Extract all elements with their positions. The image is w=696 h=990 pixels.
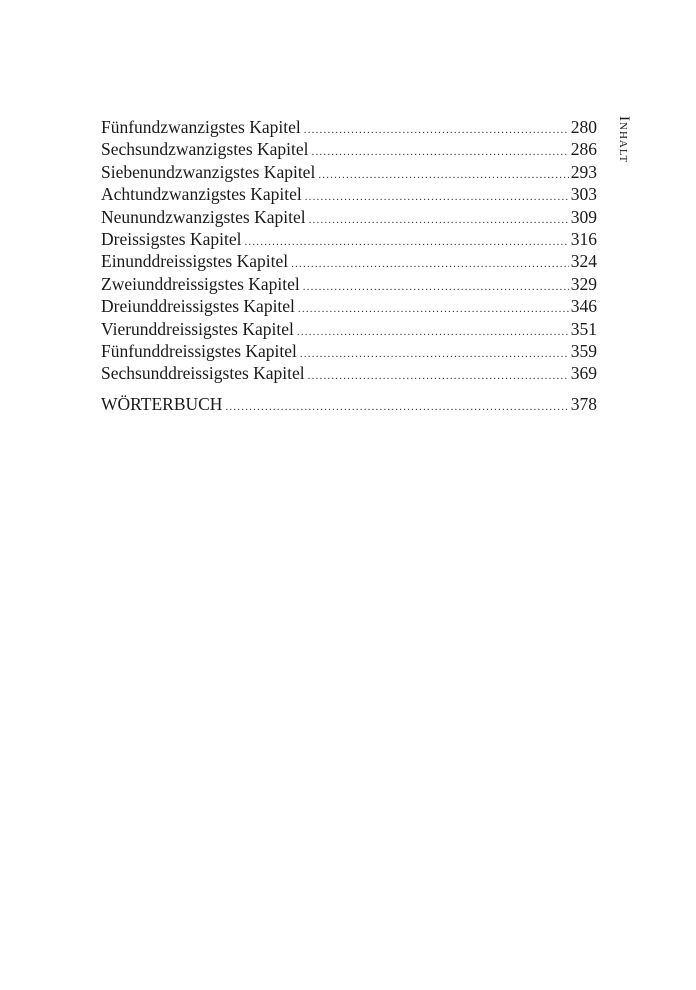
running-head: Inhalt — [616, 116, 632, 164]
toc-entry[interactable] — [101, 295, 597, 317]
toc-entry-page: 280 — [570, 117, 597, 137]
toc-entry-appendix[interactable] — [101, 393, 597, 415]
toc-entry-title: Dreiunddreissigstes Kapitel — [101, 296, 295, 317]
toc-entry[interactable] — [101, 116, 597, 138]
toc-entry[interactable] — [101, 250, 597, 272]
toc-entry[interactable] — [101, 362, 597, 384]
toc-entry-page: 309 — [570, 206, 597, 227]
toc-entry[interactable] — [101, 340, 597, 362]
dot-leader — [291, 253, 569, 275]
toc-entry[interactable] — [101, 161, 597, 183]
toc-entry-title: Siebenundzwanzigstes Kapitel — [101, 161, 316, 182]
dot-leader — [300, 343, 569, 365]
toc-entry-page: 369 — [570, 363, 597, 384]
toc-entry-title: Sechsunddreissigstes Kapitel — [101, 363, 305, 384]
toc-entry-page: 359 — [570, 340, 597, 361]
toc-entry-title: Neunundzwanzigstes Kapitel — [101, 206, 306, 227]
toc-entry[interactable] — [101, 183, 597, 205]
dot-leader — [303, 276, 569, 298]
toc-entry-title: Fünfunddreissigstes Kapitel — [101, 340, 297, 361]
dot-leader — [225, 396, 568, 418]
dot-leader — [308, 365, 569, 387]
dot-leader — [305, 186, 569, 208]
dot-leader — [318, 164, 568, 186]
toc-entry[interactable] — [101, 138, 597, 160]
toc-entry-title: Vierunddreissigstes Kapitel — [101, 318, 294, 339]
table-of-contents — [101, 116, 597, 415]
toc-entry-title: Sechsundzwanzigstes Kapitel — [101, 139, 309, 160]
dot-leader — [297, 321, 569, 343]
toc-entry-page: 329 — [570, 273, 597, 294]
toc-appendix-page: 378 — [570, 393, 597, 414]
dot-leader — [312, 141, 569, 163]
toc-appendix-title: WÖRTERBUCH — [101, 393, 223, 414]
toc-entry-title: Fünfundzwanzigstes Kapitel — [101, 117, 301, 137]
toc-entry[interactable] — [101, 228, 597, 250]
toc-entry-title: Achtundzwanzigstes Kapitel — [101, 184, 302, 205]
toc-entry-page: 346 — [570, 296, 597, 317]
toc-entry[interactable] — [101, 206, 597, 228]
toc-entry-page: 316 — [570, 228, 597, 249]
toc-entry-page: 286 — [570, 139, 597, 160]
dot-leader — [304, 119, 569, 141]
dot-leader — [244, 231, 568, 253]
toc-entry-page: 324 — [570, 251, 597, 272]
toc-entry-title: Zweiunddreissigstes Kapitel — [101, 273, 300, 294]
toc-entry-page: 293 — [570, 161, 597, 182]
toc-entry[interactable] — [101, 318, 597, 340]
toc-entry[interactable] — [101, 273, 597, 295]
toc-entry-page: 303 — [570, 184, 597, 205]
toc-entry-title: Einunddreissigstes Kapitel — [101, 251, 289, 272]
dot-leader — [298, 298, 569, 320]
dot-leader — [309, 209, 569, 231]
toc-entry-page: 351 — [570, 318, 597, 339]
toc-entry-title: Dreissigstes Kapitel — [101, 228, 242, 249]
